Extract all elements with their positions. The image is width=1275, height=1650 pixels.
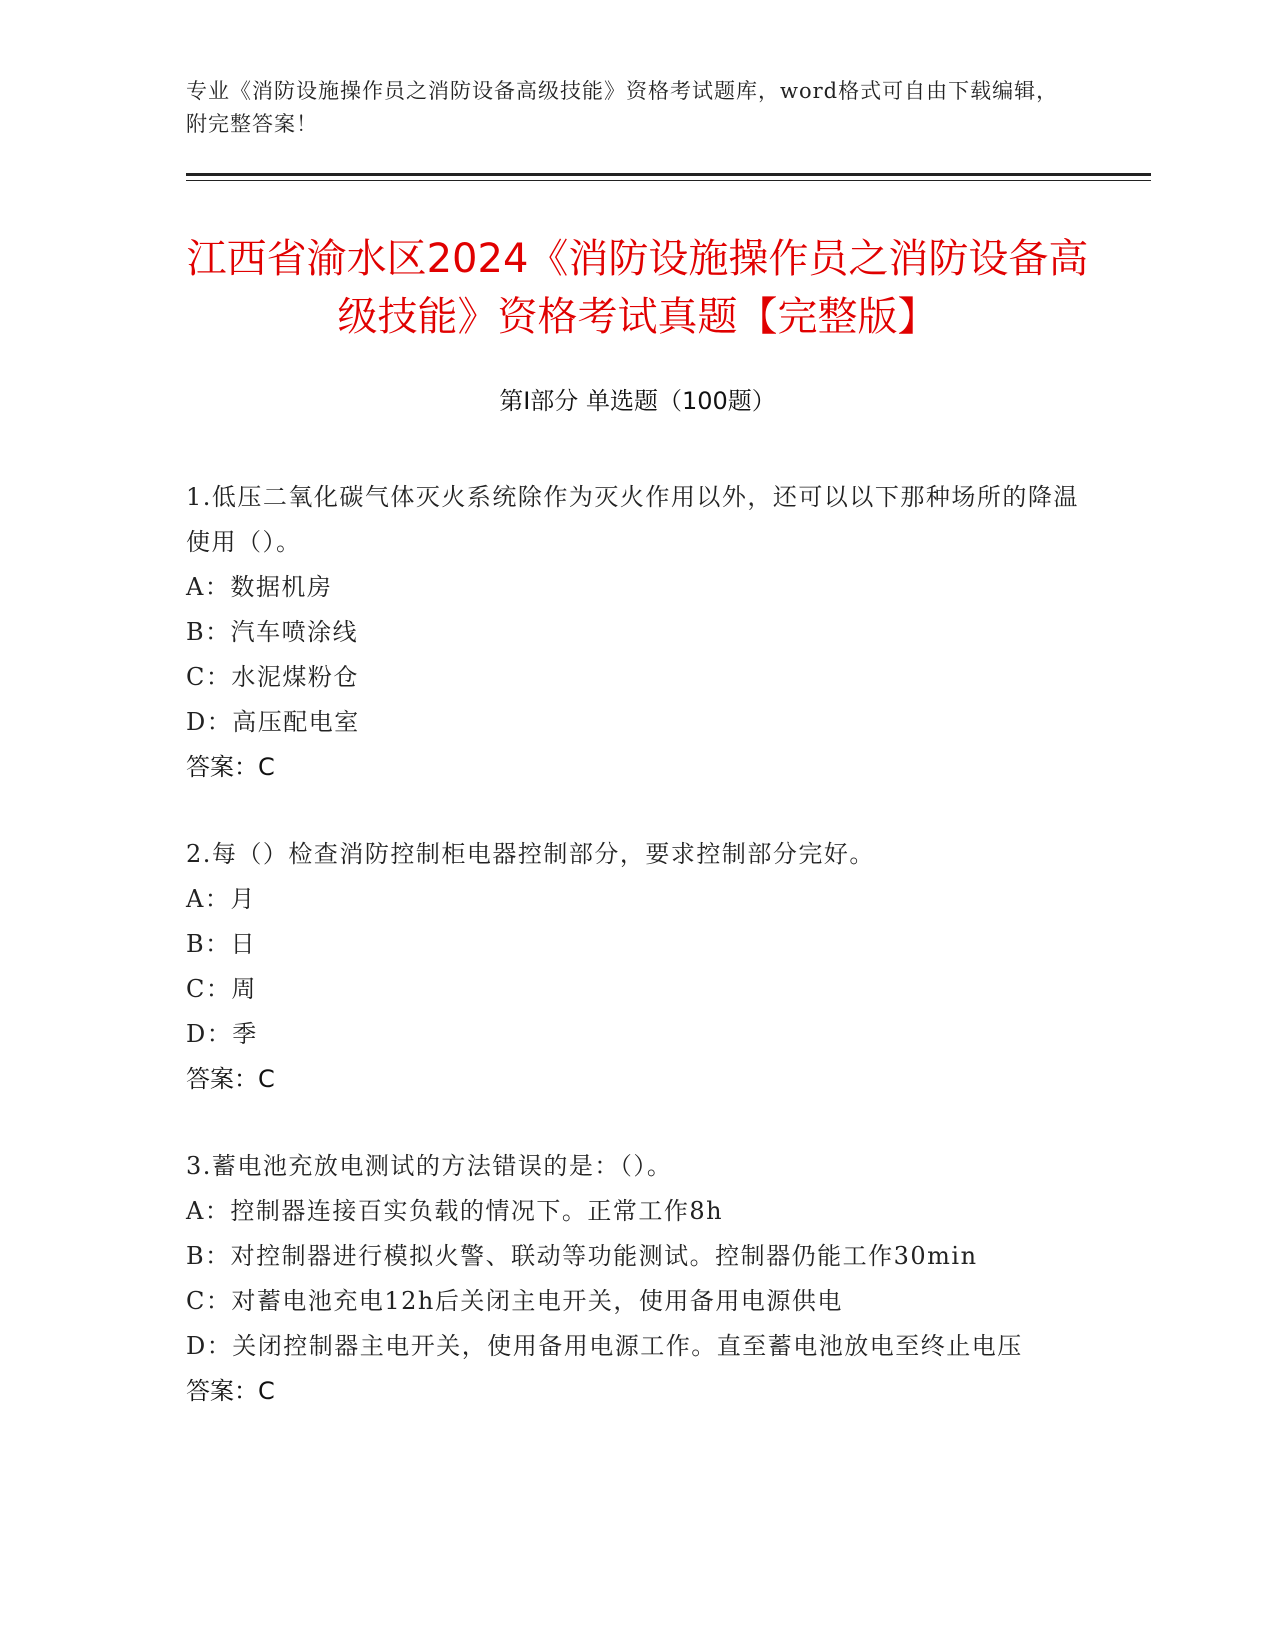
question-stem: 3.蓄电池充放电测试的方法错误的是：（）。 — [186, 1152, 673, 1180]
option-a: A：控制器连接百实负载的情况下。正常工作8h — [186, 1197, 724, 1225]
header-divider-thin — [186, 180, 1151, 181]
option-b: B：日 — [186, 930, 257, 958]
header-note: 专业《消防设施操作员之消防设备高级技能》资格考试题库，word格式可自由下载编辑，附完整答案！ — [186, 79, 1059, 136]
question-stem: 1.低压二氧化碳气体灭火系统除作为灭火作用以外，还可以以下那种场所的降温使用（）。 — [186, 483, 1079, 556]
question-2 — [186, 832, 1086, 1102]
document-title: 江西省渝水区2024《消防设施操作员之消防设备高级技能》资格考试真题【完整版】 — [186, 236, 1089, 340]
option-a: A：数据机房 — [186, 573, 333, 601]
option-a: A：月 — [186, 885, 256, 913]
option-d: D：高压配电室 — [186, 708, 360, 736]
option-b: B：对控制器进行模拟火警、联动等功能测试。控制器仍能工作30min — [186, 1242, 978, 1270]
option-c: C：水泥煤粉仓 — [186, 663, 359, 691]
answer: 答案：C — [186, 1377, 275, 1405]
option-d: D：关闭控制器主电开关，使用备用电源工作。直至蓄电池放电至终止电压 — [186, 1332, 1023, 1360]
question-3 — [186, 1144, 1086, 1414]
section-heading: 第Ⅰ部分 单选题（100题） — [499, 387, 776, 415]
question-1 — [186, 475, 1086, 790]
question-stem: 2.每（）检查消防控制柜电器控制部分，要求控制部分完好。 — [186, 840, 875, 868]
header-divider-thick — [186, 173, 1151, 176]
question-list — [186, 475, 1086, 1456]
option-b: B：汽车喷涂线 — [186, 618, 359, 646]
option-c: C：对蓄电池充电12h后关闭主电开关，使用备用电源供电 — [186, 1287, 843, 1315]
answer: 答案：C — [186, 753, 275, 781]
answer: 答案：C — [186, 1065, 275, 1093]
option-c: C：周 — [186, 975, 257, 1003]
option-d: D：季 — [186, 1020, 258, 1048]
